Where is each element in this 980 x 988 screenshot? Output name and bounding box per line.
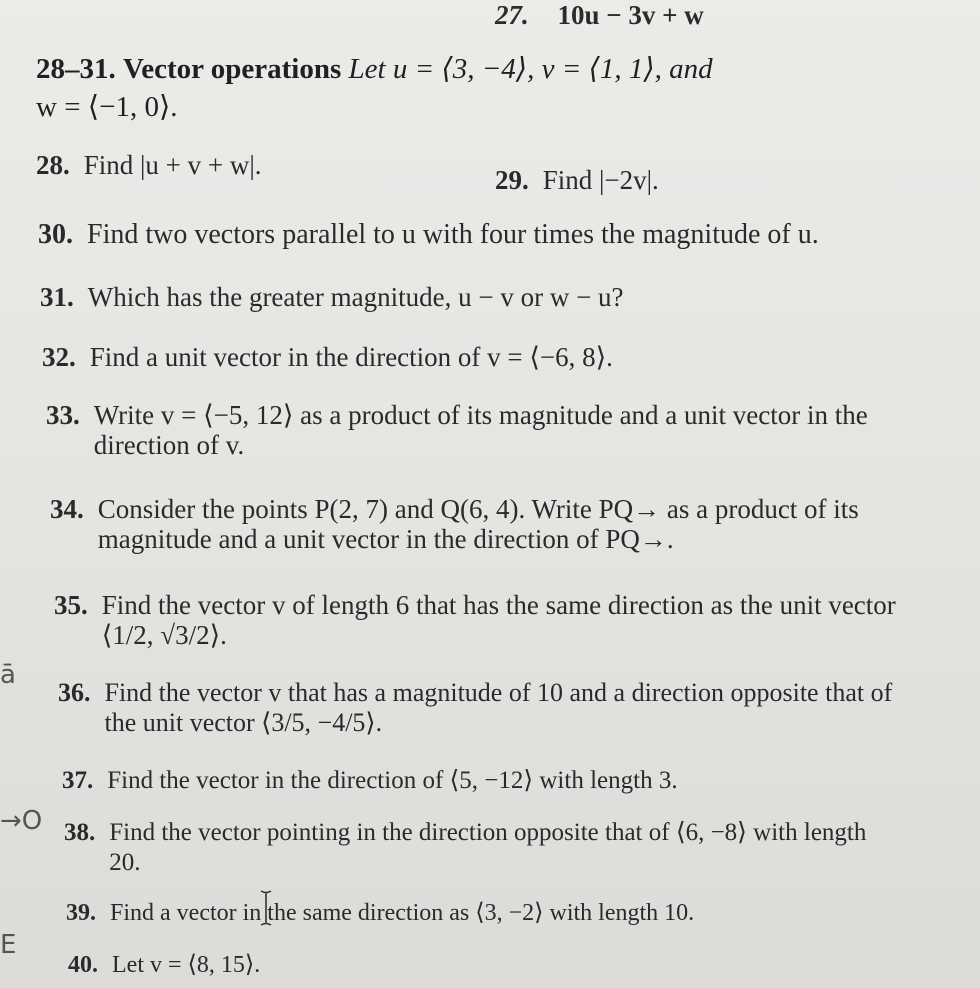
problem-number: 34. bbox=[50, 494, 84, 524]
problem-text: Write v = ⟨−5, 12⟩ as a product of its magnitude and a unit vector in the direction of v. bbox=[93, 400, 868, 460]
margin-mark: →O bbox=[0, 806, 43, 836]
problem-text: Let v = ⟨8, 15⟩. bbox=[112, 952, 261, 978]
problem-number: 32. bbox=[42, 342, 76, 372]
margin-mark: ā bbox=[0, 660, 16, 690]
problem-text: Consider the points P(2, 7) and Q(6, 4). Write PQ→ as a product of its magnitude and a unit vector in the direction of PQ→. bbox=[97, 494, 859, 554]
problem-34 bbox=[50, 494, 920, 554]
header-number: 28–31. bbox=[36, 53, 116, 85]
problem-number: 36. bbox=[58, 678, 91, 707]
problem-31 bbox=[40, 282, 624, 312]
problem-text: Find the vector in the direction of ⟨5, −12⟩ with length 3. bbox=[107, 767, 678, 794]
problem-33 bbox=[46, 400, 926, 460]
problem-29 bbox=[495, 165, 659, 195]
problem-40 bbox=[68, 950, 260, 980]
header-lead: Let u = ⟨3, −4⟩, v = ⟨1, 1⟩, and bbox=[348, 53, 713, 85]
problem-35 bbox=[54, 590, 914, 650]
problem-number: 28. bbox=[36, 150, 70, 180]
text-cursor-icon bbox=[258, 888, 274, 928]
problem-number: 39. bbox=[66, 900, 96, 926]
problem-text: Find the vector v of length 6 that has the same direction as the unit vector ⟨1/2, √3/2⟩. bbox=[101, 590, 896, 650]
problem-36 bbox=[58, 678, 908, 738]
header-title: Vector operations bbox=[123, 53, 342, 85]
problem-text: Find the vector pointing in the direction opposite that of ⟨6, −8⟩ with length 20. bbox=[109, 819, 867, 876]
problem-number: 29. bbox=[495, 165, 529, 195]
problem-number: 27. bbox=[495, 0, 529, 30]
section-header bbox=[36, 50, 936, 126]
problem-number: 38. bbox=[64, 819, 96, 846]
problem-30 bbox=[38, 220, 819, 250]
problem-text: Find |u + v + w|. bbox=[83, 150, 262, 180]
problem-39 bbox=[66, 898, 694, 928]
problem-number: 31. bbox=[40, 282, 74, 312]
problem-number: 35. bbox=[54, 590, 88, 620]
header-line2: w = ⟨−1, 0⟩. bbox=[36, 91, 178, 123]
problem-number: 37. bbox=[62, 767, 94, 794]
problem-38 bbox=[64, 818, 894, 878]
problem-28 bbox=[36, 150, 262, 180]
problem-text: Find the vector v that has a magnitude of 10 and a direction opposite that of the unit vector ⟨3/5, −4/5⟩. bbox=[104, 678, 893, 737]
problem-text: 10u − 3v + w bbox=[557, 0, 704, 30]
problem-37 bbox=[62, 766, 678, 796]
problem-text: Which has the greater magnitude, u − v or w − u? bbox=[87, 282, 624, 312]
problem-text: Find |−2v|. bbox=[542, 165, 659, 195]
problem-text: Find a unit vector in the direction of v = ⟨−6, 8⟩. bbox=[89, 342, 613, 372]
problem-text: Find a vector in the same direction as ⟨3, −2⟩ with length 10. bbox=[110, 900, 695, 926]
problem-32 bbox=[42, 342, 613, 372]
problem-number: 33. bbox=[46, 400, 80, 430]
problem-text: Find two vectors parallel to u with four times the magnitude of u. bbox=[87, 219, 819, 250]
problem-27-line bbox=[495, 0, 704, 31]
margin-mark: E bbox=[0, 930, 17, 960]
problem-number: 30. bbox=[38, 219, 73, 250]
problem-number: 40. bbox=[68, 952, 98, 978]
